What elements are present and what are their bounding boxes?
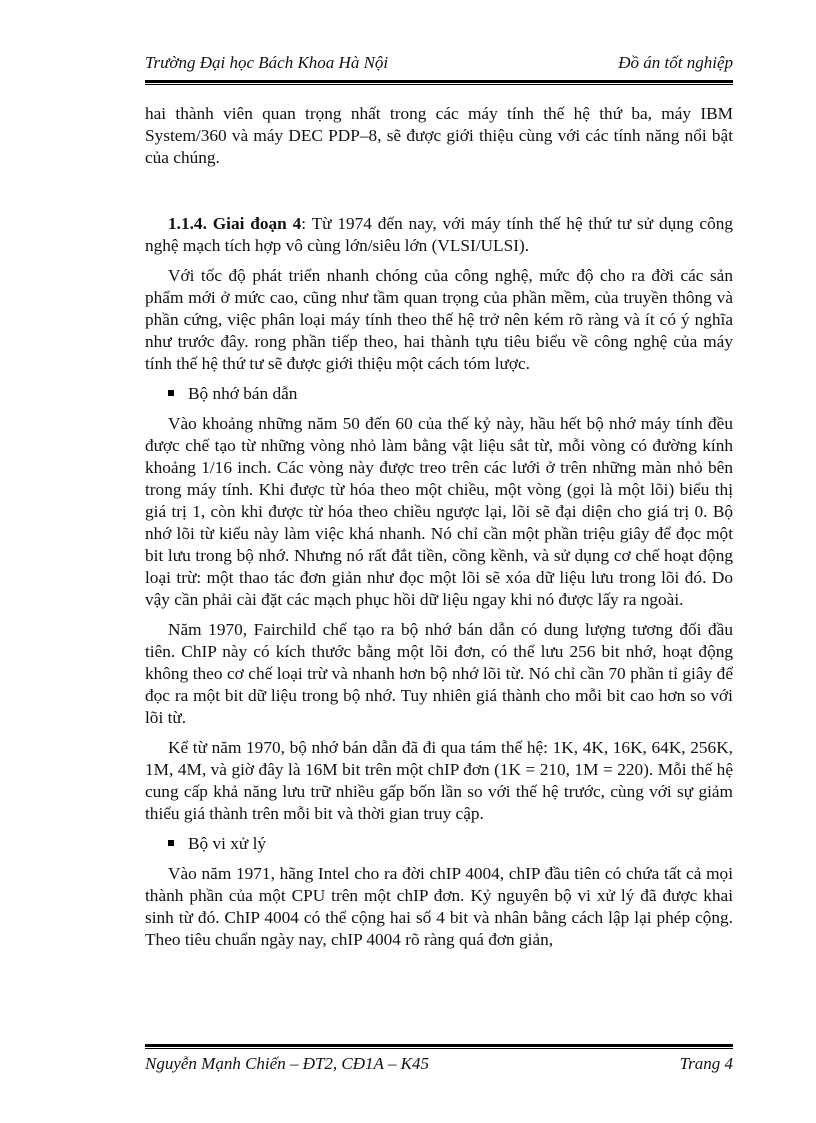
bullet-memory (145, 383, 733, 405)
bullet-microprocessor (145, 833, 733, 855)
footer-rule (145, 1044, 733, 1049)
section-paragraph (145, 213, 733, 257)
bullet-label: Bộ vi xử lý (188, 834, 267, 853)
bullet-label: Bộ nhớ bán dẫn (188, 384, 298, 403)
bullet-square-icon (168, 840, 174, 846)
page-header (145, 52, 733, 76)
header-rule (145, 80, 733, 85)
paragraph-intel-4004: Vào năm 1971, hãng Intel cho ra đời chIP 4004, chIP đầu tiên có chứa tất cả mọi thành phần của một CPU trên một chIP đơn. Kỷ nguyên bộ vi xử lý đã được khai sinh từ đó. ChIP 4004 có thể cộng hai số 4 bit và nhân bằng cách lập lại phép cộng. Theo tiêu chuẩn ngày nay, chIP 4004 rõ ràng quá đơn giản, (145, 864, 733, 949)
paragraph-generations: Kể từ năm 1970, bộ nhớ bán dẫn đã đi qua tám thế hệ: 1K, 4K, 16K, 64K, 256K, 1M, 4M, và giờ đây là 16M bit trên một chIP đơn (1K = 210, 1M = 220). Mỗi thế hệ cung cấp khả năng lưu trữ nhiều gấp bốn lần so với thế hệ trước, cùng với sự giảm thiểu giá thành trên mỗi bit và thời gian truy cập. (145, 738, 733, 823)
paragraph-fairchild: Năm 1970, Fairchild chế tạo ra bộ nhớ bán dẫn có dung lượng tương đối đầu tiên. ChIP này có kích thước bằng một lõi đơn, có thể lưu 256 bit nhớ, hoạt động không theo cơ chế loại trừ và nhanh hơn bộ nhớ lõi từ. Nó chỉ cần 70 phần tỉ giây để đọc ra một bit dữ liệu trong bộ nhớ. Tuy nhiên giá thành cho mỗi bit cao hơn so với lõi từ. (145, 620, 733, 727)
paragraph-overview: Với tốc độ phát triển nhanh chóng của công nghệ, mức độ cho ra đời các sản phẩm mới ở mức cao, cũng như tầm quan trọng của phần mềm, của truyền thông và phần cứng, việc phân loại máy tính theo thế hệ trở nên kém rõ ràng và ít có ý nghĩa như trước đây. rong phần tiếp theo, hai thành tựu tiêu biểu về công nghệ của máy tính thế hệ thứ tư sẽ được giới thiệu một cách tóm lược. (145, 266, 733, 373)
page-footer (145, 1053, 733, 1077)
bullet-square-icon (168, 390, 174, 396)
page-body (145, 103, 733, 951)
section-heading: 1.1.4. Giai đoạn 4 (168, 214, 302, 233)
header-institution: Trường Đại học Bách Khoa Hà Nội (145, 53, 389, 72)
paragraph-intro: hai thành viên quan trọng nhất trong các máy tính thế hệ thứ ba, máy IBM System/360 và máy DEC PDP–8, sẽ được giới thiệu cùng với các tính năng nổi bật của chúng. (145, 104, 733, 167)
header-doc-type: Đồ án tốt nghiệp (618, 53, 733, 72)
footer-author: Nguyễn Mạnh Chiến – ĐT2, CĐ1A – K45 (145, 1054, 429, 1073)
section-text: : Từ 1974 đến nay, với máy tính thế hệ thứ tư sử dụng công nghệ mạch tích hợp vô cùng lớn/siêu lớn (VLSI/ULSI). (145, 214, 733, 255)
paragraph-core-memory: Vào khoảng những năm 50 đến 60 của thế kỷ này, hầu hết bộ nhớ máy tính đều được chế tạo từ những vòng nhỏ làm bằng vật liệu sắt từ, mỗi vòng có đường kính khoảng 1/16 inch. Các vòng này được treo trên các lưới ở trên những màn nhỏ bên trong máy tính. Khi được từ hóa theo một chiều, một vòng (gọi là một lõi) biểu thị giá trị 1, còn khi được từ hóa theo chiều ngược lại, lõi sẽ đại diện cho giá trị 0. Bộ nhớ lõi từ kiểu này làm việc khá nhanh. Nó chỉ cần một phần triệu giây để đọc một bit lưu trong bộ nhớ. Nhưng nó rất đắt tiền, cồng kềnh, và sử dụng cơ chế hoạt động loại trừ: một thao tác đơn giản như đọc một lõi sẽ xóa dữ liệu lưu trong lõi đó. Do vậy cần phải cài đặt các mạch phục hồi dữ liệu ngay khi nó được lấy ra ngoài. (145, 414, 733, 609)
footer-page-number: Trang 4 (679, 1054, 733, 1073)
